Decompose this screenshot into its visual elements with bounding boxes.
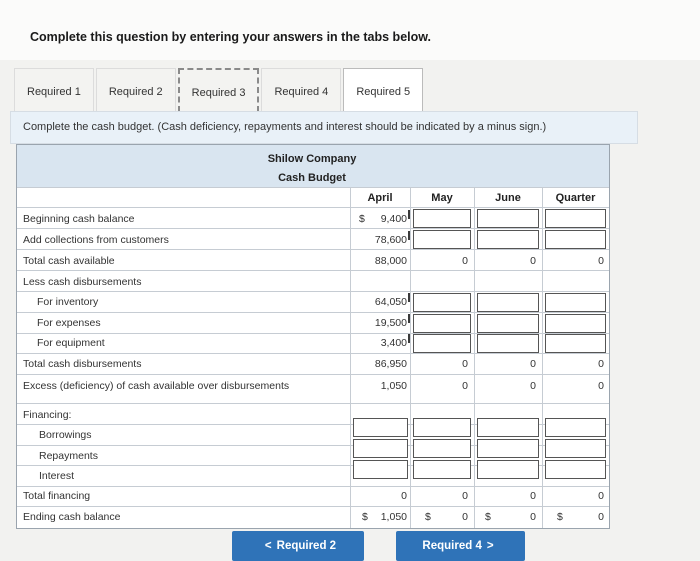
row-equipment: For equipment bbox=[37, 337, 105, 349]
input-marker bbox=[408, 231, 410, 240]
april-repayments-input[interactable] bbox=[353, 439, 408, 458]
prev-button-label: Required 2 bbox=[276, 540, 337, 552]
may-borrowings-input[interactable] bbox=[413, 418, 471, 437]
may-beginning-input[interactable] bbox=[413, 209, 471, 228]
input-marker bbox=[408, 334, 410, 343]
next-required-4-button[interactable] bbox=[396, 531, 525, 561]
row-inventory: For inventory bbox=[37, 296, 99, 308]
dollar-sign: $ bbox=[557, 511, 563, 523]
dollar-sign: $ bbox=[485, 511, 491, 523]
grid-line bbox=[474, 187, 475, 528]
quarter-excess: 0 bbox=[598, 380, 604, 392]
dollar-sign: $ bbox=[425, 511, 431, 523]
input-marker bbox=[408, 293, 410, 302]
grid-line bbox=[17, 270, 609, 271]
next-button-label: Required 4 bbox=[422, 540, 482, 552]
june-ending-cash: 0 bbox=[530, 511, 536, 523]
col-header-june: June bbox=[495, 192, 521, 204]
april-excess: 1,050 bbox=[380, 380, 407, 392]
tab-required-4[interactable]: Required 4 bbox=[261, 68, 341, 112]
may-total-available: 0 bbox=[462, 255, 468, 267]
tab-required-3[interactable]: Required 3 bbox=[178, 68, 260, 112]
col-header-quarter: Quarter bbox=[555, 192, 596, 204]
june-equipment-input[interactable] bbox=[477, 334, 539, 353]
may-total-disbursements: 0 bbox=[462, 358, 468, 370]
prompt-box bbox=[10, 111, 638, 144]
input-marker bbox=[408, 210, 410, 219]
june-interest-input[interactable] bbox=[477, 460, 539, 479]
quarter-inventory-input[interactable] bbox=[545, 293, 606, 312]
april-borrowings-input[interactable] bbox=[353, 418, 408, 437]
may-repayments-input[interactable] bbox=[413, 439, 471, 458]
may-expenses-input[interactable] bbox=[413, 314, 471, 333]
may-equipment-input[interactable] bbox=[413, 334, 471, 353]
june-collections-input[interactable] bbox=[477, 230, 539, 249]
grid-line bbox=[17, 207, 609, 208]
april-total-available: 88,000 bbox=[374, 255, 407, 267]
april-ending-cash: 1,050 bbox=[380, 511, 407, 523]
grid-line bbox=[350, 187, 351, 528]
quarter-total-financing: 0 bbox=[598, 490, 604, 502]
col-header-may: May bbox=[431, 192, 453, 204]
may-excess: 0 bbox=[462, 380, 468, 392]
may-ending-cash: 0 bbox=[462, 511, 468, 523]
grid-line bbox=[17, 249, 609, 250]
grid-line bbox=[410, 187, 411, 528]
grid-line bbox=[17, 403, 609, 404]
june-borrowings-input[interactable] bbox=[477, 418, 539, 437]
row-borrowings: Borrowings bbox=[39, 429, 92, 441]
row-expenses: For expenses bbox=[37, 317, 101, 329]
may-collections-input[interactable] bbox=[413, 230, 471, 249]
grid-line bbox=[17, 374, 609, 375]
june-total-disbursements: 0 bbox=[530, 358, 536, 370]
tab-required-2[interactable]: Required 2 bbox=[96, 68, 176, 112]
june-repayments-input[interactable] bbox=[477, 439, 539, 458]
april-beginning-input[interactable]: 9,400 bbox=[380, 213, 407, 225]
april-inventory-input[interactable]: 64,050 bbox=[374, 296, 407, 308]
quarter-ending-cash: 0 bbox=[598, 511, 604, 523]
prompt-text: Complete the cash budget. (Cash deficiency, repayments and interest should be indicated by a minus sign.) bbox=[23, 121, 547, 133]
quarter-interest-input[interactable] bbox=[545, 460, 606, 479]
june-inventory-input[interactable] bbox=[477, 293, 539, 312]
quarter-expenses-input[interactable] bbox=[545, 314, 606, 333]
company-name: Shilow Company bbox=[267, 153, 357, 165]
june-total-financing: 0 bbox=[530, 490, 536, 502]
april-interest-input[interactable] bbox=[353, 460, 408, 479]
grid-line bbox=[17, 312, 609, 313]
col-header-april: April bbox=[367, 192, 393, 204]
row-repayments: Repayments bbox=[39, 450, 98, 462]
may-interest-input[interactable] bbox=[413, 460, 471, 479]
grid-line bbox=[17, 228, 609, 229]
instruction-text: Complete this question by entering your answers in the tabs below. bbox=[30, 30, 431, 44]
quarter-repayments-input[interactable] bbox=[545, 439, 606, 458]
input-marker bbox=[408, 314, 410, 323]
june-total-available: 0 bbox=[530, 255, 536, 267]
june-beginning-input[interactable] bbox=[477, 209, 539, 228]
row-beginning-cash: Beginning cash balance bbox=[23, 213, 135, 225]
row-total-financing: Total financing bbox=[23, 490, 91, 502]
quarter-total-available: 0 bbox=[598, 255, 604, 267]
row-total-available: Total cash available bbox=[23, 255, 115, 267]
dollar-sign: $ bbox=[362, 511, 368, 523]
grid-line bbox=[17, 291, 609, 292]
grid-line bbox=[17, 486, 609, 487]
row-financing: Financing: bbox=[23, 409, 72, 421]
quarter-total-disbursements: 0 bbox=[598, 358, 604, 370]
dollar-sign: $ bbox=[359, 213, 365, 225]
row-ending-cash: Ending cash balance bbox=[23, 511, 121, 523]
grid-line bbox=[17, 506, 609, 507]
quarter-beginning-input[interactable] bbox=[545, 209, 606, 228]
may-total-financing: 0 bbox=[462, 490, 468, 502]
quarter-collections-input[interactable] bbox=[545, 230, 606, 249]
april-total-financing: 0 bbox=[401, 490, 407, 502]
tab-required-5[interactable]: Required 5 bbox=[343, 68, 423, 112]
row-total-disbursements: Total cash disbursements bbox=[23, 358, 142, 370]
cash-budget-table bbox=[16, 144, 610, 529]
may-inventory-input[interactable] bbox=[413, 293, 471, 312]
tab-required-1[interactable]: Required 1 bbox=[14, 68, 94, 112]
chevron-left-icon: < bbox=[264, 540, 272, 552]
row-collections: Add collections from customers bbox=[23, 234, 169, 246]
june-expenses-input[interactable] bbox=[477, 314, 539, 333]
april-equipment-input[interactable]: 3,400 bbox=[380, 337, 407, 349]
prev-required-2-button[interactable] bbox=[232, 531, 364, 561]
grid-line bbox=[17, 187, 609, 188]
grid-line bbox=[542, 187, 543, 528]
row-less-disbursements: Less cash disbursements bbox=[23, 276, 142, 288]
quarter-equipment-input[interactable] bbox=[545, 334, 606, 353]
chevron-right-icon: > bbox=[486, 540, 494, 552]
tab-bar bbox=[14, 68, 425, 112]
row-excess: Excess (deficiency) of cash available over disbursements bbox=[23, 380, 290, 392]
april-total-disbursements: 86,950 bbox=[374, 358, 407, 370]
april-collections-input[interactable]: 78,600 bbox=[374, 234, 407, 246]
row-interest: Interest bbox=[39, 470, 75, 482]
june-excess: 0 bbox=[530, 380, 536, 392]
grid-line bbox=[17, 353, 609, 354]
quarter-borrowings-input[interactable] bbox=[545, 418, 606, 437]
report-title: Cash Budget bbox=[278, 172, 346, 184]
april-expenses-input[interactable]: 19,500 bbox=[374, 317, 407, 329]
